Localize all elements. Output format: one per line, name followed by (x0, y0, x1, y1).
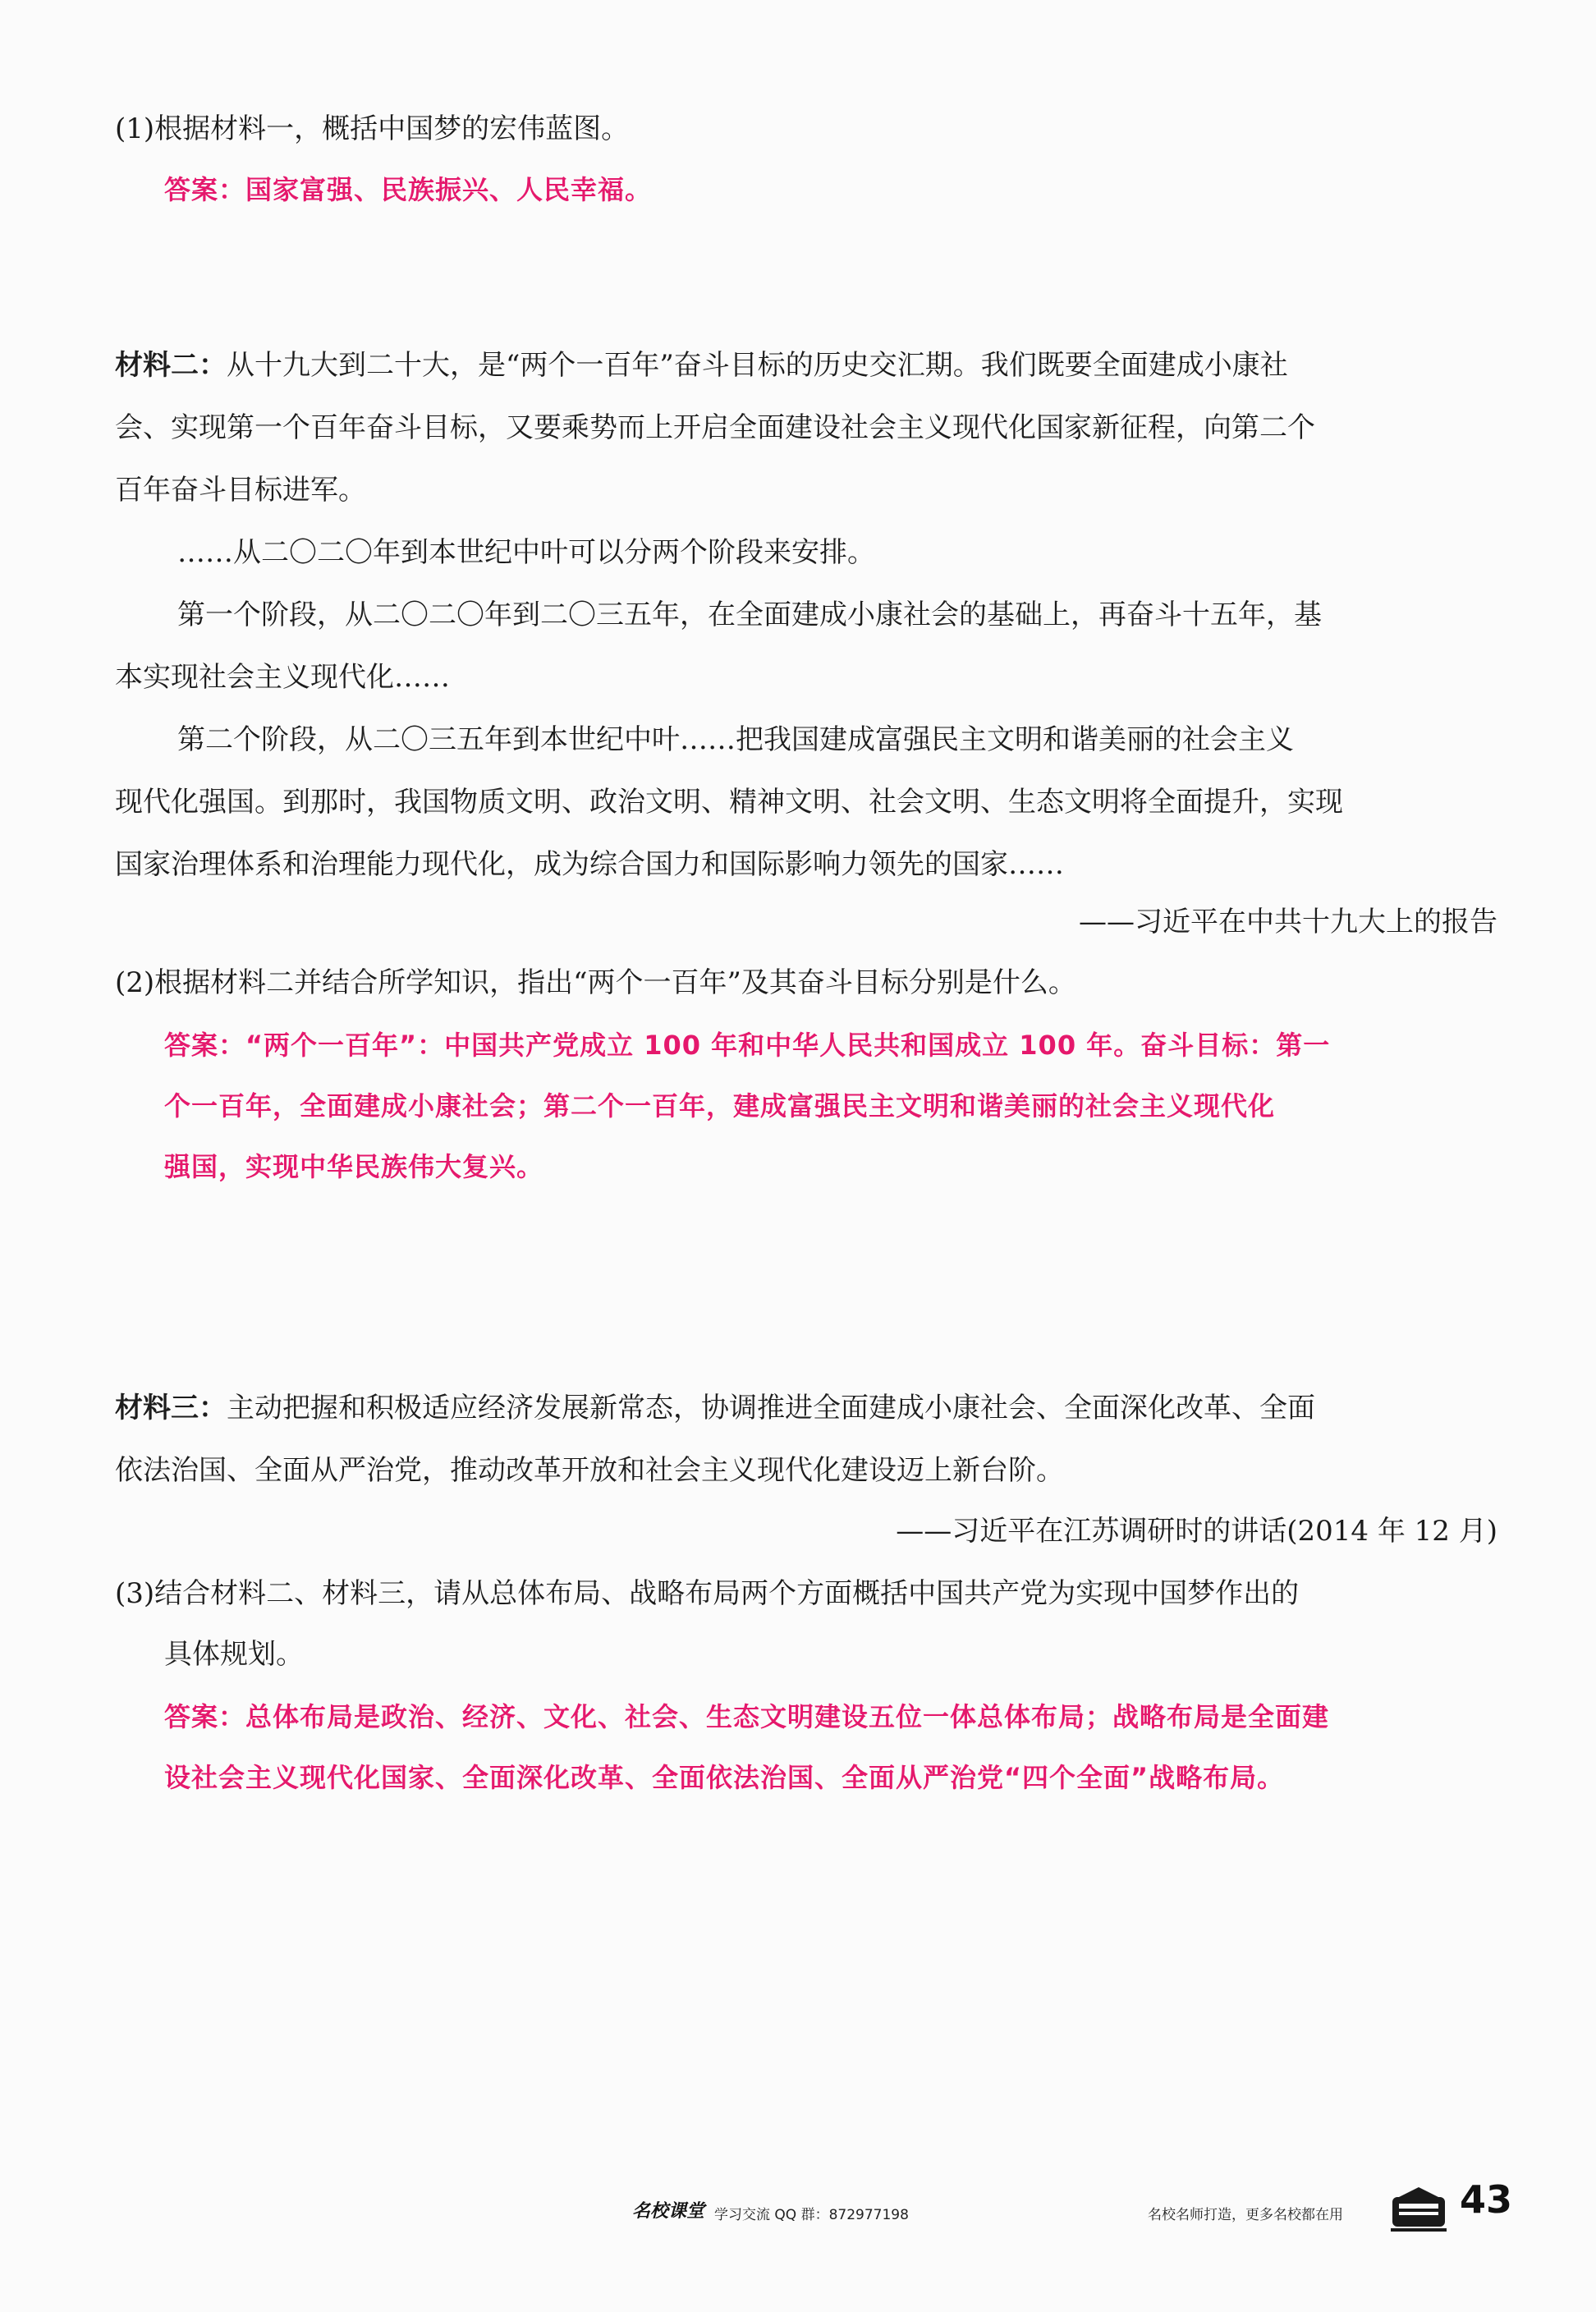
material-2-line-3: 百年奋斗目标进军。 (115, 474, 366, 507)
material-2-line-6: 本实现社会主义现代化…… (115, 661, 450, 694)
material-2-line-8: 现代化强国。到那时，我国物质文明、政治文明、精神文明、社会文明、生态文明将全面提升，实现 (115, 786, 1343, 819)
material-2-line-2: 会、实现第一个百年奋斗目标，又要乘势而上开启全面建设社会主义现代化国家新征程，向第二个 (115, 411, 1315, 444)
question-1: (1)根据材料一，概括中国梦的宏伟蓝图。 (115, 112, 630, 145)
material-3-line-1: 材料三：主动把握和积极适应经济发展新常态，协调推进全面建成小康社会、全面深化改革、全面 (115, 1392, 1315, 1424)
material-2-line-5: 第一个阶段，从二〇二〇年到二〇三五年，在全面建成小康社会的基础上，再奋斗十五年，基 (177, 599, 1322, 631)
question-3-line-2: 具体规划。 (164, 1638, 304, 1671)
question-2: (2)根据材料二并结合所学知识，指出“两个一百年”及其奋斗目标分别是什么。 (115, 966, 1076, 999)
footer-slogan: 名校名师打造，更多名校都在用 (1148, 2207, 1343, 2223)
publisher-logo-icon (1387, 2184, 1450, 2235)
answer-2-line-1: 答案：“两个一百年”：中国共产党成立 100 年和中华人民共和国成立 100 年。奋斗目标：第一 (164, 1030, 1331, 1061)
material-3-line-2: 依法治国、全面从严治党，推动改革开放和社会主义现代化建设迈上新台阶。 (115, 1454, 1064, 1487)
answer-3-line-1: 答案：总体布局是政治、经济、文化、社会、生态文明建设五位一体总体布局；战略布局是全面建 (164, 1701, 1330, 1732)
answer-1: 答案：国家富强、民族振兴、人民幸福。 (164, 174, 653, 205)
footer-qq-group: 学习交流 QQ 群：872977198 (714, 2207, 909, 2223)
answer-3-line-2: 设社会主义现代化国家、全面深化改革、全面依法治国、全面从严治党“四个全面”战略布局。 (164, 1762, 1285, 1793)
footer-logo-text: 名校课堂 (632, 2201, 705, 2222)
material-2-line-9: 国家治理体系和治理能力现代化，成为综合国力和国际影响力领先的国家…… (115, 848, 1064, 881)
question-3-line-1: (3)结合材料二、材料三，请从总体布局、战略布局两个方面概括中国共产党为实现中国梦作出的 (115, 1577, 1300, 1610)
page-number: 43 (1460, 2177, 1513, 2222)
material-2-source: ——习近平在中共十九大上的报告 (1079, 906, 1497, 938)
material-2-label: 材料二： (115, 349, 227, 382)
material-2-line-4: ……从二〇二〇年到本世纪中叶可以分两个阶段来安排。 (177, 536, 875, 569)
material-3-source: ——习近平在江苏调研时的讲话(2014 年 12 月) (896, 1515, 1497, 1548)
answer-2-line-2: 个一百年，全面建成小康社会；第二个一百年，建成富强民主文明和谐美丽的社会主义现代化 (164, 1090, 1276, 1122)
material-2-line-7: 第二个阶段，从二〇三五年到本世纪中叶……把我国建成富强民主文明和谐美丽的社会主义 (177, 723, 1294, 756)
material-3-label: 材料三： (115, 1392, 227, 1424)
material-2-line-1: 材料二：从十九大到二十大，是“两个一百年”奋斗目标的历史交汇期。我们既要全面建成小康社 (115, 349, 1288, 382)
answer-2-line-3: 强国，实现中华民族伟大复兴。 (164, 1151, 544, 1182)
